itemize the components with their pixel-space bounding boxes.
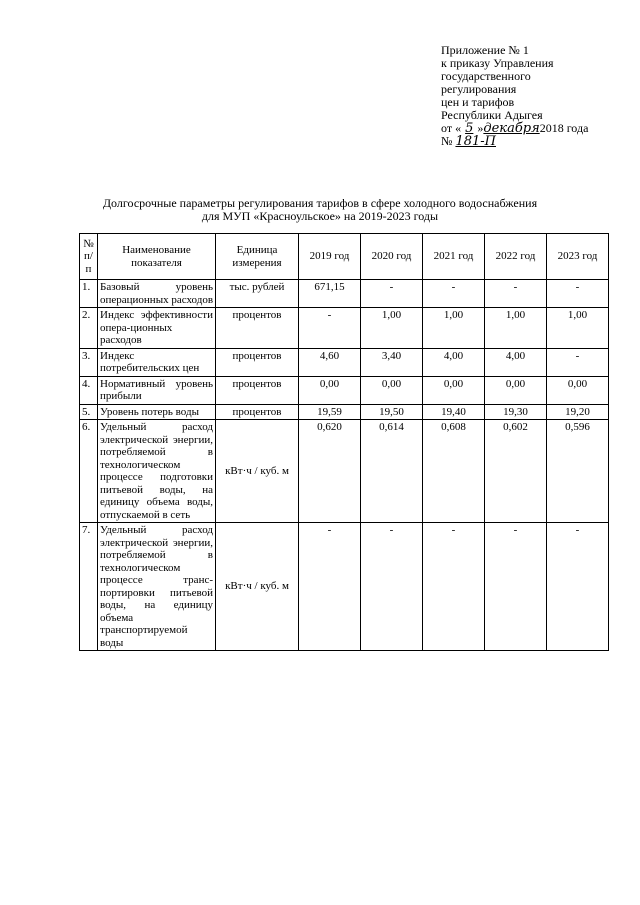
value-2022: 1,00 [485,308,547,349]
table-row [80,348,609,376]
date-prefix: от « [441,121,462,135]
table-header-row [80,234,609,280]
value-2021: 4,00 [423,348,485,376]
header-line: регулирования [441,82,517,96]
value-2023: 19,20 [547,404,609,420]
column-header-number: № п/п [80,234,98,280]
date-year: 2018 года [539,121,589,135]
row-unit: процентов [216,404,299,420]
value-2023: - [547,523,609,651]
header-line: Приложение № 1 [441,43,529,57]
row-unit: тыс. рублей [216,280,299,308]
value-2020: - [361,523,423,651]
value-2020: 19,50 [361,404,423,420]
value-2022: - [485,280,547,308]
value-2020: - [361,280,423,308]
column-header-unit: Единица измерения [216,234,299,280]
value-2023: 0,00 [547,376,609,404]
column-header-2021: 2021 год [423,234,485,280]
value-2021: 1,00 [423,308,485,349]
row-unit: кВт·ч / куб. м [216,523,299,651]
column-header-2023: 2023 год [547,234,609,280]
row-number: 2. [80,308,98,349]
value-2022: 0,602 [485,420,547,523]
handwritten-day: 5 [465,121,474,136]
header-line: государственного [441,69,531,83]
value-2021: 0,608 [423,420,485,523]
order-number [441,135,631,148]
value-2023: - [547,348,609,376]
value-2022: 4,00 [485,348,547,376]
value-2022: 19,30 [485,404,547,420]
row-indicator-name: Индекс эффективности опера-ционных расходов [98,308,216,349]
row-indicator-name: Базовый уровень операционных расходов [98,280,216,308]
value-2019: 19,59 [299,404,361,420]
value-2021: 19,40 [423,404,485,420]
value-2020: 0,614 [361,420,423,523]
row-unit: процентов [216,376,299,404]
number-prefix: № [441,134,453,148]
row-number: 3. [80,348,98,376]
row-number: 1. [80,280,98,308]
handwritten-number: 181-П [455,134,496,149]
row-number: 7. [80,523,98,651]
value-2020: 1,00 [361,308,423,349]
row-indicator-name: Уровень потерь воды [98,404,216,420]
row-indicator-name: Индекс потребительских цен [98,348,216,376]
column-header-2020: 2020 год [361,234,423,280]
title-line-1: Долгосрочные параметры регулирования тарифов в сфере холодного водоснабжения [102,196,538,210]
appendix-header [441,44,631,148]
row-number: 6. [80,420,98,523]
document-title [0,197,640,223]
header-line: цен и тарифов [441,95,515,109]
parameters-table [79,233,609,651]
header-line: Республики Адыгея [441,108,543,122]
table-row [80,523,609,651]
table-row [80,404,609,420]
column-header-name: Наименование показателя [98,234,216,280]
header-line: к приказу Управления [441,56,554,70]
value-2023: 0,596 [547,420,609,523]
row-number: 5. [80,404,98,420]
value-2021: 0,00 [423,376,485,404]
value-2023: 1,00 [547,308,609,349]
value-2021: - [423,523,485,651]
row-indicator-name: Нормативный уровень прибыли [98,376,216,404]
date-mid: » [477,121,484,135]
value-2019: - [299,523,361,651]
table-row [80,280,609,308]
value-2023: - [547,280,609,308]
value-2022: 0,00 [485,376,547,404]
value-2021: - [423,280,485,308]
column-header-2022: 2022 год [485,234,547,280]
value-2019: 0,00 [299,376,361,404]
handwritten-month: декабря [483,121,540,136]
row-indicator-name: Удельный расход электрической энергии, потребляемой в технологическом процессе транс-портировки питьевой воды, на единицу объема транспортируемой воды [98,523,216,651]
value-2019: 4,60 [299,348,361,376]
row-unit: процентов [216,308,299,349]
value-2019: 0,620 [299,420,361,523]
value-2020: 3,40 [361,348,423,376]
row-unit: кВт·ч / куб. м [216,420,299,523]
table-row [80,308,609,349]
column-header-2019: 2019 год [299,234,361,280]
title-line-2: для МУП «Красноульское» на 2019-2023 годы [201,209,439,223]
row-indicator-name: Удельный расход электрической энергии, потребляемой в технологическом процессе подготовки питьевой воды, на единицу объема воды, отпускаемой в сеть [98,420,216,523]
row-number: 4. [80,376,98,404]
value-2019: - [299,308,361,349]
row-unit: процентов [216,348,299,376]
table-row [80,420,609,523]
value-2020: 0,00 [361,376,423,404]
value-2022: - [485,523,547,651]
table-row [80,376,609,404]
value-2019: 671,15 [299,280,361,308]
